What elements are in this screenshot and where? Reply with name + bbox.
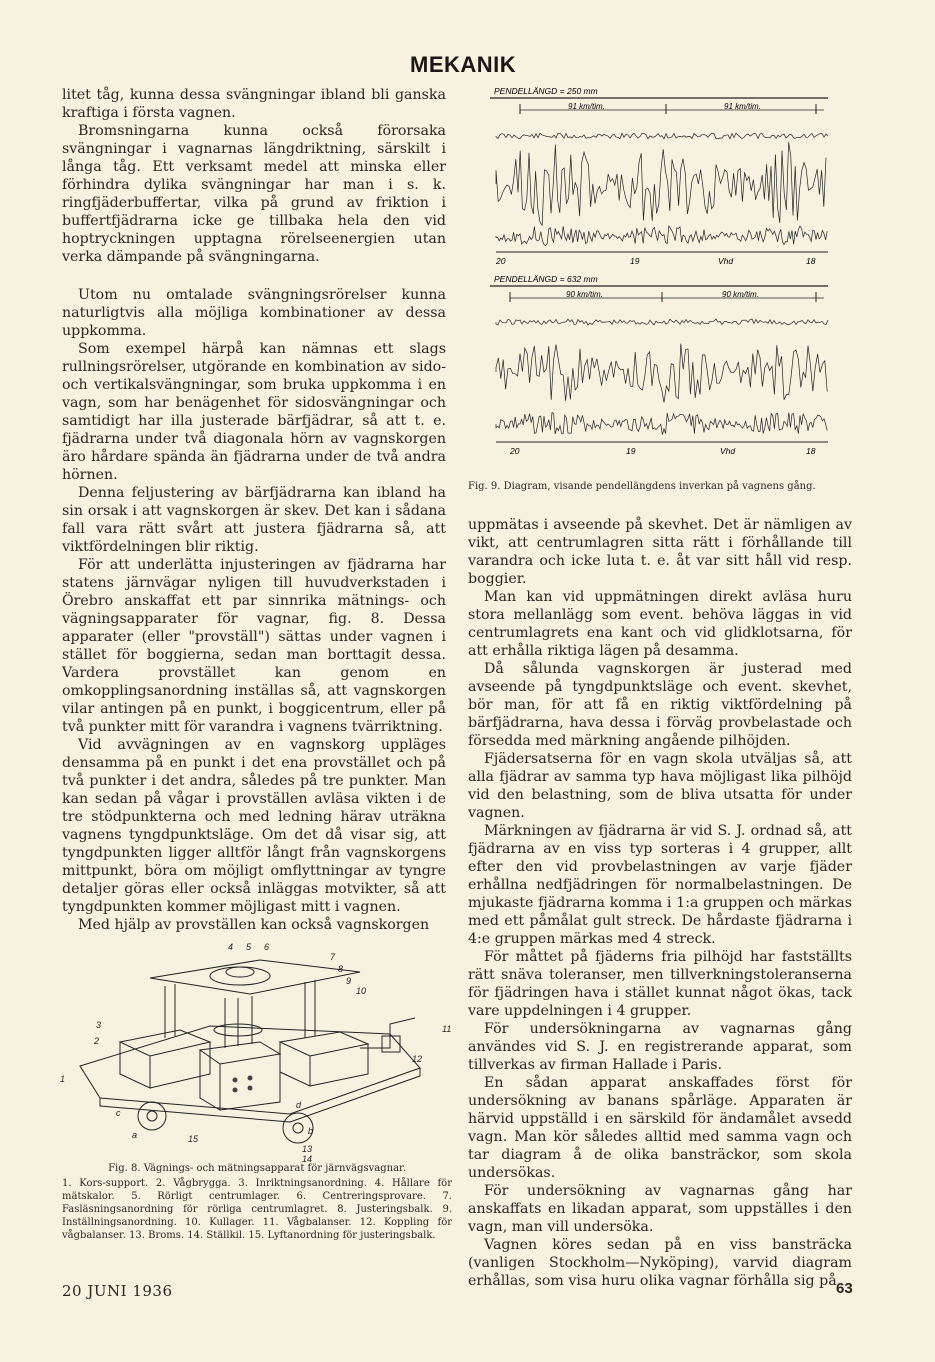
left-column-main xyxy=(62,286,446,934)
fig9-top-label: PENDELLÄNGD = 250 mm xyxy=(494,86,598,96)
fig9-bottom-axis-2: Vhd xyxy=(720,446,736,456)
fig8-caption-legend: 1. Kors-support. 2. Vågbrygga. 3. Inriktningsanordning. 4. Hållare för mätskalor. 5. Rörligt centrumlager. 6. Centreringsprovare. 7. Fasläsningsanordning för rörliga centrumlagret. 8. Justeringsbalk. 9. Inställningsanordning. 10. Kullager. 11. Vågbalanser. 12. Koppling för vågbalanser. 13. Broms. 14. Ställkil. 15. Lyftanordning för justeringsbalk. xyxy=(62,1178,452,1241)
fig9-bottom-axis-3: 18 xyxy=(806,446,816,456)
fig8-label-14: 14 xyxy=(302,1154,313,1164)
fig9-trace-bottom-c xyxy=(496,413,827,435)
fig9-trace-bottom-a xyxy=(496,319,828,325)
fig9-trace-top-c xyxy=(496,226,827,246)
page-number: 63 xyxy=(836,1280,853,1297)
fig9-trace-top-a xyxy=(496,133,828,139)
fig8-label-11: 11 xyxy=(442,1024,452,1034)
fig8-label-15: 15 xyxy=(188,1134,199,1144)
fig9-caption: Fig. 9. Diagram, visande pendellängdens inverkan på vagnens gång. xyxy=(468,481,816,492)
paragraph: Denna feljustering av bärfjädrarna kan ibland ha sin orsak i att vagnskorgen är skev. Det kan i sådana fall vara rätt svårt att justera fjädrarna så, att viktfördelningen blir riktig. xyxy=(62,485,446,555)
paragraph: Märkningen av fjädrarna är vid S. J. ordnad så, att fjädrarna av en viss typ sorteras i 4 grupper, allt efter den vid provbelastningen av varje fjäder erhållna nedfjädringen för normalbelastningen. De mjukaste fjädrarna komma i 1:a gruppen och märkas med ett påmålat gult streck. De hårdaste fjädrarna i 4:e gruppen märkas med 4 streck. xyxy=(468,823,852,947)
paragraph: Då sålunda vagnskorgen är justerad med avseende på tyngdpunktsläge och event. skevhet, bör man, för att få en riktig viktfördelning på bärfjädrarna, hava dessa i förväg provbelastade och försedda med märkning angående pilhöjden. xyxy=(468,661,852,749)
paragraph: Fjädersatserna för en vagn skola utväljas så, att alla fjädrar av samma typ hava möjligast lika pilhöjd vid den belastning, som de bliva utsatta för under vagnen. xyxy=(468,751,852,821)
fig8-label-1: 1 xyxy=(60,1074,66,1084)
paragraph: Bromsningarna kunna också förorsaka svängningar i vagnarnas längdriktning, särskilt i långa tåg. Ett verksamt medel att minska eller förhindra dylika svängningar har man i s. k. ringfjäderbuffertar, vilka på grund av friktion i buffertfjädrarna icke ge tillbaka hela den vid hoptryckningen upptagna rörelseenergien utan verka dämpande på svängningarna. xyxy=(62,123,446,265)
paragraph: Som exempel härpå kan nämnas ett slags rullningsrörelser, utgörande en kombination av sido- och vertikalsvängningar, som bruka uppkomma i en vagn, som har benägenhet för sidosvängningar och samtidigt har illa justerade bärfjädrar, så att t. e. fjädrarna under två diagonala hörn av vagnskorgen äro hårdare spända än fjädrarna under de två andra hörnen. xyxy=(62,341,446,483)
paragraph: För att underlätta injusteringen av fjädrarna har statens järnvägar nyligen till huvudverkstaden i Örebro anskaffat ett par sinnrika mätnings- och vägningsapparater för vagnar, fig. 8. Dessa apparater (eller "provställ") sättas under vagnen i stället för boggierna, sedan man borttagit dessa. Vardera provstället kan genom en omkopplingsanordning inställas så, att vagnskorgen vilar antingen på en punkt, i boggicentrum, eller på två punkter mitt för varandra i vagnens tvärriktning. xyxy=(62,557,446,735)
fig8-label-3: 3 xyxy=(96,1020,102,1030)
fig9-bottom-speed-2: 90 km/tim. xyxy=(722,290,759,299)
section-title: MEKANIK xyxy=(410,52,517,77)
fig9-top-axis-2: Vhd xyxy=(718,256,734,266)
paragraph: För måttet på fjäderns fria pilhöjd har fastställts rätt snäva toleranser, men tillverkningstoleranserna för fjädringen hava i stället kunnat något ökas, tack vare uppdelningen i 4 grupper. xyxy=(468,949,852,1019)
fig8-label-12: 12 xyxy=(412,1054,423,1064)
fig9-bottom-label: PENDELLÄNGD = 632 mm xyxy=(494,274,598,284)
fig8-caption xyxy=(62,1162,452,1242)
fig9-top-axis-0: 20 xyxy=(496,256,506,266)
fig9-bottom-axis-0: 20 xyxy=(510,446,520,456)
fig8-label-4: 4 xyxy=(228,942,234,952)
paragraph: Utom nu omtalade svängningsrörelser kunna naturligtvis alla möjliga kombinationer av dessa uppkomma. xyxy=(62,287,446,339)
fig8-caption-title: Fig. 8. Vägnings- och mätningsapparat för järnvägsvagnar. xyxy=(108,1163,406,1174)
fig8-label-c: c xyxy=(116,1108,121,1118)
fig8-label-13: 13 xyxy=(302,1144,313,1154)
fig9-top-axis-1: 19 xyxy=(630,256,640,266)
paragraph: För undersökning av vagnarnas gång har anskaffats en likadan apparat, som uppställes i den vagn, man vill undersöka. xyxy=(468,1183,852,1235)
paragraph: För undersökningarna av vagnarnas gång användes vid S. J. en registrerande apparat, som tillverkas av firman Hallade i Paris. xyxy=(468,1021,852,1073)
paragraph: uppmätas i avseende på skevhet. Det är nämligen av vikt, att centrumlagren sitta rätt i förhållande till varandra och icke luta t. e. åt var sitt håll vid resp. boggier. xyxy=(468,517,852,587)
fig8-label-10: 10 xyxy=(356,986,367,996)
paragraph: litet tåg, kunna dessa svängningar ibland bli ganska kraftiga i första vagnen. xyxy=(62,87,446,121)
paragraph: Vagnen köres sedan på en viss bansträcka (vanligen Stockholm—Nyköping), varvid diagram erhållas, som visa huru olika vagnar förhålla sig på xyxy=(468,1237,852,1289)
fig8-label-b: b xyxy=(308,1126,314,1136)
paragraph: Vid avvägningen av en vagnskorg uppläges densamma på en punkt i det ena provstället och på två punkter i det andra, således på tre punkter. Man kan sedan på vågar i provställen avläsa vikten i de tre stödpunkterna och med ledning härav uträkna vagnens tyngdpunktsläge. Om det då visar sig, att tyngdpunkten ligger alltför långt från vagnskorgens mittpunkt, böra om möjligt omflyttningar av tyngre detaljer göras eller också inläggas motvikter, så att tyngdpunkten kommer möjligast mitt i vagnen. xyxy=(62,737,446,915)
fig8-label-a: a xyxy=(132,1130,138,1140)
paragraph: Man kan vid uppmätningen direkt avläsa huru stora mellanlägg som event. behöva läggas in vid centrumlagrets ena kant och vid glidklotsarna, för att erhålla riktiga lägen på desamma. xyxy=(468,589,852,659)
fig8-label-8: 8 xyxy=(338,964,344,974)
fig8-label-6: 6 xyxy=(264,942,270,952)
fig8-label-5: 5 xyxy=(246,942,252,952)
fig9-top-speed-2: 91 km/tim. xyxy=(724,102,761,111)
fig9-top-speed-1: 91 km/tim. xyxy=(568,102,605,111)
right-column xyxy=(468,516,852,1290)
fig9-diagram xyxy=(490,84,830,464)
left-column-top xyxy=(62,86,446,266)
fig9-trace-top-b xyxy=(496,142,826,225)
fig9-top-axis-3: 18 xyxy=(806,256,816,266)
fig8-label-9: 9 xyxy=(346,976,352,986)
fig9-bottom-speed-1: 90 km/tim. xyxy=(566,290,603,299)
fig8-label-d: d xyxy=(296,1100,302,1110)
paragraph: En sådan apparat anskaffades först för undersökning av banans spårläge. Apparaten är härvid uppställd i en särskild för ändamålet avsedd vagn. Man kör således alltid med samma vagn och tar diagram å de olika bansträckor, som skola undersökas. xyxy=(468,1075,852,1181)
fig8-apparatus-drawing xyxy=(60,938,460,1164)
fig9-bottom-axis-1: 19 xyxy=(626,446,636,456)
fig9-trace-bottom-b xyxy=(496,344,827,403)
paragraph: Med hjälp av provställen kan också vagnskorgen xyxy=(78,917,430,933)
fig8-label-7: 7 xyxy=(330,952,336,962)
footer-date: 20 JUNI 1936 xyxy=(62,1282,173,1300)
fig8-label-2: 2 xyxy=(94,1036,100,1046)
